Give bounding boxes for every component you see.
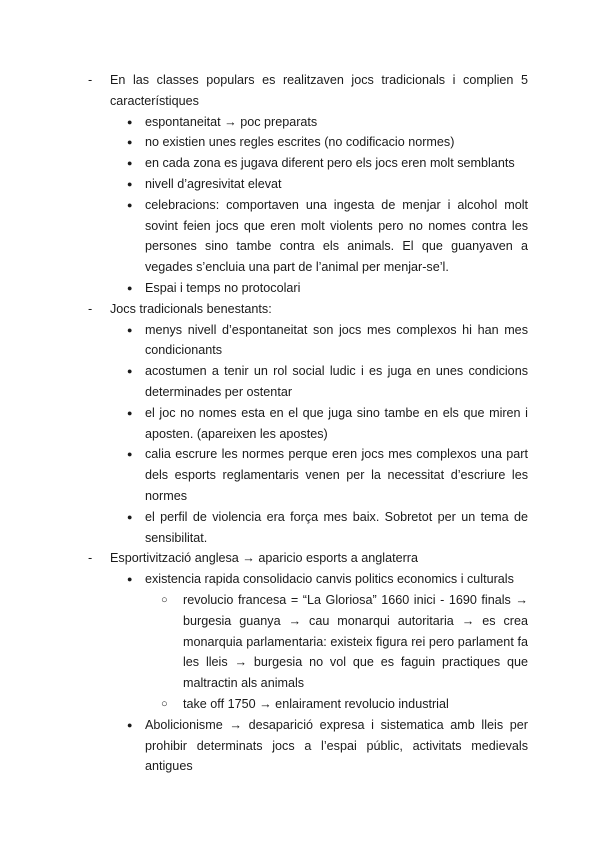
bullet-marker: ● [127,719,133,730]
dash-marker: - [88,551,93,566]
bullet-marker: ● [127,137,133,148]
item-text: espontaneitat → poc preparats [145,114,318,129]
item-text: nivell d’agresivitat elevat [145,176,282,191]
item-text: acostumen a tenir un rol social ludic i es juga en unes condicions determinades per ostentar [145,364,528,399]
bullet-marker: ● [127,199,133,210]
sub-list [110,320,528,549]
item-text: en cada zona es jugava diferent pero els jocs eren molt semblants [145,156,515,171]
list-item [110,569,528,715]
bullet-marker: ● [127,178,133,189]
list-item [110,132,528,153]
section-heading: Jocs tradicionals benestants: [110,301,272,316]
list-item [110,320,528,362]
item-text: el perfil de violencia era força mes baix. Sobretot per un tema de sensibilitat. [145,509,528,545]
item-text: revolucio francesa = “La Gloriosa” 1660 inici - 1690 finals → burgesia guanya → cau monarqui autoritaria → es crea monarquia parlamentaria: existeix figura rei pero parlament fa les lleis → burgesia no vol que es faguin practiques que maltractin als animals [183,592,528,691]
item-text: take off 1750 → enlairament revolucio industrial [183,696,449,711]
list-item [110,153,528,174]
top-level-list [0,70,600,777]
bullet-marker: ● [127,116,133,127]
document-page [0,70,600,777]
list-item [110,507,528,549]
dash-marker: - [88,73,93,87]
bullet-marker: ● [127,324,133,335]
dash-marker: - [88,301,93,316]
item-text: Espai i temps no protocolari [145,280,301,295]
list-item [110,361,528,403]
bullet-marker: ● [127,366,133,377]
list-item [145,590,528,694]
item-text: no existien unes regles escrites (no codificacio normes) [145,135,455,150]
bullet-marker: ● [127,449,133,460]
item-text: celebracions: comportaven una ingesta de menjar i alcohol molt sovint feien jocs que eren molt violents pero no nomes contra les persones sino tambe contra els animals. El que guanyaven a vegades s’encluia una part de l’animal per menjar-se’l. [145,197,528,275]
circle-marker: ○ [161,697,168,710]
nested-sub-list [145,590,528,715]
list-item [110,112,528,133]
item-text: calia escrure les normes perque eren jocs mes complexos una part dels esports reglamentaris venen per la necessitat d’escriure les normes [145,447,528,503]
bullet-marker: ● [127,511,133,522]
item-text: existencia rapida consolidacio canvis politics economics i culturals [145,572,514,587]
sub-list [110,569,528,777]
list-item [110,403,528,445]
bullet-marker: ● [127,407,133,418]
circle-marker: ○ [161,593,168,606]
bullet-marker: ● [127,574,133,585]
bullet-marker: ● [127,282,133,293]
list-item [0,548,600,777]
bullet-marker: ● [127,158,133,169]
list-item [0,299,600,549]
list-item [145,694,528,715]
list-item [110,195,528,278]
list-item [0,70,600,299]
section-heading: Esportivització anglesa → aparicio esports a anglaterra [110,551,419,566]
sub-list [110,112,528,299]
item-text: el joc no nomes esta en el que juga sino tambe en els que miren i aposten. (apareixen les apostes) [145,405,528,441]
item-text: Abolicionisme → desaparició expresa i sistematica amb lleis per prohibir determinats jocs a l’espai públic, activitats medievals antigues [145,717,528,774]
item-text: menys nivell d’espontaneitat son jocs mes complexos hi han mes condicionants [145,322,528,358]
list-item [110,278,528,299]
list-item [110,715,528,777]
list-item [110,174,528,195]
list-item [110,444,528,506]
section-heading: En las classes populars es realitzaven jocs tradicionals i complien 5 característiques [110,73,528,108]
